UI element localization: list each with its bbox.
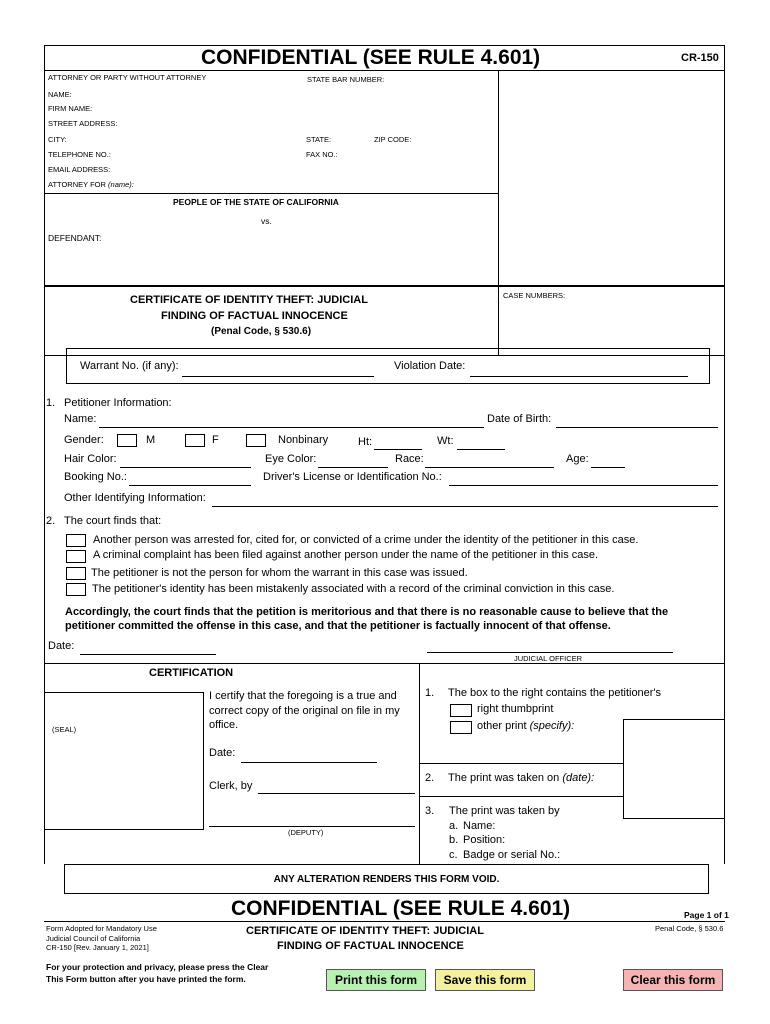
gender-f-checkbox[interactable] [185,434,205,447]
vs-label: vs. [261,216,272,226]
violation-date-field[interactable] [470,376,688,377]
print-c-label: Badge or serial No.: [463,849,561,861]
deputy-label: (DEPUTY) [288,828,324,837]
clear-form-button[interactable]: Clear this form [623,969,723,991]
form-title-line3: (Penal Code, § 530.6) [211,326,312,337]
email-label: EMAIL ADDRESS: [48,165,111,174]
finding-1-checkbox[interactable] [66,534,86,547]
finding-2-text: A criminal complaint has been filed against another person under the name of the petitioner in this case. [93,549,599,561]
print-item-2-number: 2. [425,772,435,784]
privacy-line2: This Form button after you have printed the form. [46,974,246,984]
caption-divider [44,193,498,194]
age-label: Age: [566,453,589,465]
adopted-line2: Judicial Council of California [46,934,141,943]
cert-date-field[interactable] [241,762,377,763]
seal-label: (SEAL) [52,725,77,734]
finding-date-label: Date: [48,640,75,652]
judicial-officer-label: JUDICIAL OFFICER [514,654,583,663]
footer-penal-code: Penal Code, § 530.6 [655,924,724,933]
state-label: STATE: [306,135,332,144]
finding-3-text: The petitioner is not the person for whom the warrant in this case was issued. [91,567,468,579]
petitioner-number: 1. [46,397,56,409]
print-a-letter: a. [449,820,459,832]
print-b-letter: b. [449,834,459,846]
license-field[interactable] [449,485,718,486]
cert-date-label: Date: [209,747,236,759]
other-print-checkbox[interactable] [450,721,472,734]
petitioner-heading: Petitioner Information: [64,397,172,409]
hair-color-label: Hair Color: [64,453,117,465]
hair-color-field[interactable] [120,467,251,468]
gender-f-label: F [212,434,219,446]
certification-heading: CERTIFICATION [149,667,234,679]
print-b-label: Position: [463,834,506,846]
deputy-signature-line[interactable] [209,826,415,827]
attorney-for-name-hint: (name): [108,180,134,189]
print-taken-on-label [448,772,594,784]
name-label: NAME: [48,90,72,99]
people-label: PEOPLE OF THE STATE OF CALIFORNIA [173,197,339,207]
thumbprint-box[interactable] [623,719,725,819]
city-label: CITY: [48,135,67,144]
other-print-specify: (specify): [529,720,575,732]
form-title-line1: CERTIFICATE OF IDENTITY THEFT: JUDICIAL [130,294,368,306]
other-print-text: other print [477,720,527,732]
void-notice-box [64,864,709,894]
footer-title-line2: FINDING OF FACTUAL INNOCENCE [277,940,464,952]
clerk-label: Clerk, by [209,780,253,792]
footer-title-line1: CERTIFICATE OF IDENTITY THEFT: JUDICIAL [246,925,484,937]
print-taken-on-text: The print was taken on [448,772,560,784]
weight-field[interactable] [457,449,505,450]
warrant-no-field[interactable] [182,376,374,377]
adopted-line3: CR-150 [Rev. January 1, 2021] [46,943,149,952]
adopted-line1: Form Adopted for Mandatory Use [46,924,157,933]
print-taken-by-label: The print was taken by [449,805,560,817]
race-field[interactable] [425,467,554,468]
eye-color-label: Eye Color: [265,453,317,465]
print-divider-2 [419,796,623,797]
phone-label: TELEPHONE NO.: [48,150,111,159]
firm-label: FIRM NAME: [48,104,93,113]
print-taken-on-date: (date): [562,772,595,784]
petitioner-name-field[interactable] [99,427,484,428]
print-item-1-number: 1. [425,687,435,699]
case-numbers-label: CASE NUMBERS: [503,291,566,300]
gender-m-checkbox[interactable] [117,434,137,447]
void-notice-text: ANY ALTERATION RENDERS THIS FORM VOID. [273,873,500,885]
license-label: Driver's License or Identification No.: [263,471,442,483]
finding-date-field[interactable] [80,654,216,655]
gender-nonbinary-checkbox[interactable] [246,434,266,447]
form-number: CR-150 [681,52,719,64]
findings-number: 2. [46,515,56,527]
height-field[interactable] [374,449,422,450]
print-a-label: Name: [463,820,496,832]
clerk-field[interactable] [258,793,415,794]
certification-divider [419,664,420,864]
gender-label: Gender: [64,434,104,446]
finding-2-checkbox[interactable] [66,550,86,563]
booking-label: Booking No.: [64,471,127,483]
height-label: Ht: [358,436,373,448]
confidential-title: CONFIDENTIAL (SEE RULE 4.601) [201,46,541,69]
defendant-label: DEFENDANT: [48,233,102,243]
weight-label: Wt: [437,435,454,447]
age-field[interactable] [591,467,625,468]
attorney-heading: ATTORNEY OR PARTY WITHOUT ATTORNEY [48,73,207,82]
attorney-for-label [48,180,134,189]
conclusion-line1: Accordingly, the court finds that the petition is meritorious and that there is no reasonable cause to believe that the [65,606,669,618]
dob-field[interactable] [556,427,718,428]
other-info-field[interactable] [212,506,718,507]
print-item-3-number: 3. [425,805,435,817]
zip-label: ZIP CODE: [374,135,412,144]
certify-line1: I certify that the foregoing is a true and [209,690,397,702]
state-bar-label: STATE BAR NUMBER: [307,75,385,84]
eye-color-field[interactable] [318,467,388,468]
header-divider [44,70,725,71]
race-label: Race: [395,453,424,465]
finding-4-text: The petitioner's identity has been mistakenly associated with a record of the criminal conviction in this case. [92,583,615,595]
fax-label: FAX NO.: [306,150,338,159]
gender-nonbinary-label: Nonbinary [278,434,329,446]
certify-line2: correct copy of the original on file in my [209,705,400,717]
print-c-letter: c. [449,849,458,861]
street-label: STREET ADDRESS: [48,119,118,128]
booking-field[interactable] [129,485,251,486]
seal-box [44,692,204,830]
print-form-button[interactable]: Print this form [326,969,426,991]
other-print-label [477,720,574,732]
footer-rule [44,921,725,922]
conclusion-line2: petitioner committed the offense in this case, and that the petitioner is factually innocent of that offense. [65,620,611,632]
petitioner-name-label: Name: [64,413,97,425]
save-form-button[interactable]: Save this form [435,969,535,991]
footer-confidential-title: CONFIDENTIAL (SEE RULE 4.601) [231,897,571,920]
finding-1-text: Another person was arrested for, cited for, or convicted of a crime under the identity of the petitioner in this case. [93,534,639,546]
dob-label: Date of Birth: [487,413,552,425]
form-title-line2: FINDING OF FACTUAL INNOCENCE [161,310,348,322]
violation-date-label: Violation Date: [394,360,466,372]
right-thumbprint-label: right thumbprint [477,703,554,715]
right-thumbprint-checkbox[interactable] [450,704,472,717]
page-number: Page 1 of 1 [684,910,729,920]
warrant-no-label: Warrant No. (if any): [80,360,179,372]
finding-3-checkbox[interactable] [66,567,86,580]
print-divider-1 [419,763,623,764]
print-box-text: The box to the right contains the petitioner's [448,687,662,699]
findings-heading: The court finds that: [64,515,162,527]
privacy-line1: For your protection and privacy, please press the Clear [46,962,269,972]
attorney-for-text: ATTORNEY FOR [48,180,106,189]
certify-line3: office. [209,719,239,731]
judicial-signature-line[interactable] [427,652,673,653]
gender-m-label: M [146,434,156,446]
other-info-label: Other Identifying Information: [64,492,206,504]
finding-4-checkbox[interactable] [66,583,86,596]
